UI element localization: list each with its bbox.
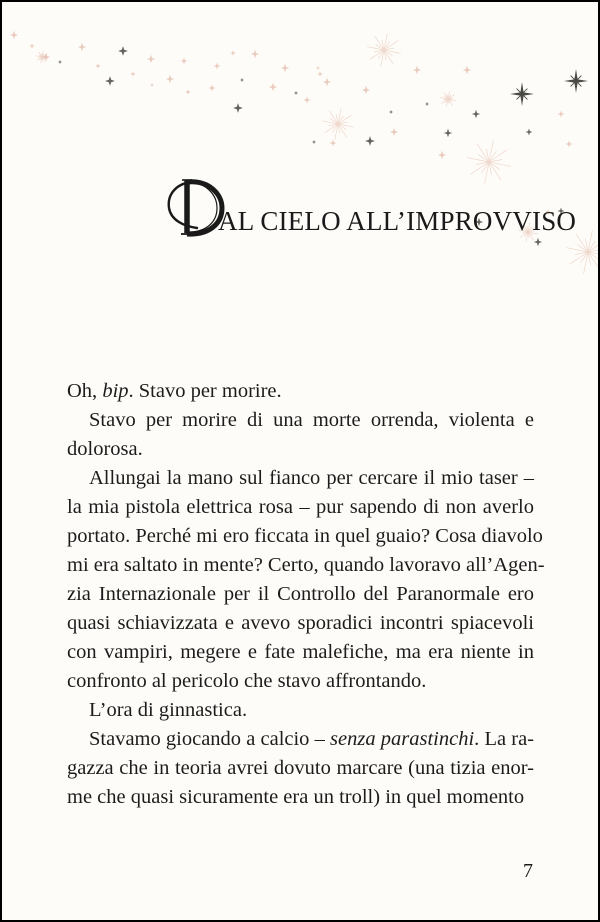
text-line: Allungai la mano sul fianco per cercare il mio taser – — [89, 467, 534, 489]
text-line: L’ora di ginnastica. — [89, 699, 248, 721]
chapter-body-text — [67, 377, 545, 812]
star-icon — [281, 64, 289, 72]
text-line: portato. Perché mi ero ficcata in quel guaio? Cosa diavolo — [67, 525, 543, 547]
text-line: zia Internazionale per il Controllo del Paranormale ero — [67, 583, 534, 605]
sparkle-icons — [510, 69, 588, 106]
star-icon — [294, 91, 298, 95]
paragraph — [67, 464, 545, 696]
paragraph — [67, 725, 534, 812]
star-icon — [472, 110, 480, 118]
star-icon — [526, 129, 533, 136]
sparkle-star-icon — [564, 69, 588, 93]
star-icon — [166, 75, 174, 83]
italic-text: senza parastinchi — [330, 728, 475, 750]
star-icon — [365, 136, 375, 146]
star-icon — [214, 63, 221, 70]
text-line: mi era saltato in mente? Certo, quando lavoravo all’Agen- — [67, 554, 545, 576]
star-icon — [269, 83, 277, 91]
star-icon — [323, 78, 331, 86]
starburst-icon — [566, 230, 598, 273]
star-icon — [58, 60, 62, 64]
star-icon — [209, 85, 216, 92]
star-icon — [316, 66, 320, 70]
text-line: gazza che in teoria avrei dovuto marcare (una tizia enor- — [67, 757, 534, 779]
star-icon — [230, 50, 236, 56]
text-line: me che quasi sicuramente era un troll) in quel momento — [67, 786, 525, 808]
star-icon — [78, 43, 86, 51]
star-icon — [389, 110, 393, 114]
text-line: Stavo per morire di una morte orrenda, violenta e — [89, 409, 534, 431]
text-line: la mia pistola elettrica rosa – pur sapendo di non averlo — [67, 496, 534, 518]
star-icon — [425, 102, 429, 106]
star-icon — [413, 66, 421, 74]
star-icon — [42, 53, 50, 61]
star-icon — [362, 86, 370, 94]
starburst-icon — [367, 33, 400, 66]
starburst-icon — [440, 91, 456, 107]
star-icon — [10, 31, 18, 39]
star-icon — [105, 76, 115, 86]
dropcap-letter — [165, 178, 223, 236]
text-line: con vampiri, megere e fate malefiche, ma era niente in — [67, 641, 534, 663]
star-icon — [95, 63, 101, 69]
chapter-title-text: AL CIELO ALL’IMPROVVISO — [218, 206, 577, 236]
text-line: confronto al pericolo che stavo affrontando. — [67, 670, 427, 692]
star-icon — [317, 71, 323, 77]
starburst-icon — [322, 108, 353, 139]
text-line: quasi schiavizzata e avevo sporadici incontri spiacevoli — [67, 612, 534, 634]
text-line: dolorosa. — [67, 438, 143, 460]
paragraph — [67, 406, 534, 464]
star-icon — [29, 43, 35, 49]
text-line: Stavamo giocando a calcio – senza parastinchi. La ra- — [89, 728, 534, 750]
star-icon — [390, 128, 398, 136]
star-icon — [181, 58, 188, 65]
star-icon — [240, 78, 244, 82]
italic-text: bip — [102, 380, 129, 402]
star-icon — [233, 103, 243, 113]
book-page — [2, 2, 598, 920]
star-icon — [558, 111, 565, 118]
text-line: Oh, bip. Stavo per morire. — [67, 380, 282, 402]
starburst-icons — [36, 33, 598, 273]
star-icon — [304, 97, 311, 104]
star-icon — [566, 141, 573, 148]
star-icon — [130, 71, 136, 77]
ornamental-d-icon — [165, 178, 225, 238]
star-icon — [150, 83, 154, 87]
star-icon — [185, 89, 191, 95]
star-icon — [118, 46, 128, 56]
sparkle-star-icon — [510, 82, 534, 106]
star-icon — [251, 50, 259, 58]
paragraph — [67, 377, 534, 406]
star-icon — [312, 140, 316, 144]
page-number: 7 — [523, 860, 533, 882]
star-field-decoration — [2, 2, 598, 332]
star-icon — [444, 129, 452, 137]
paragraph — [67, 696, 534, 725]
star-icon — [534, 238, 542, 246]
star-icon — [463, 66, 471, 74]
star-icon — [330, 140, 337, 147]
chapter-title — [165, 178, 576, 236]
star-icon — [147, 55, 155, 63]
star-icon — [438, 151, 446, 159]
